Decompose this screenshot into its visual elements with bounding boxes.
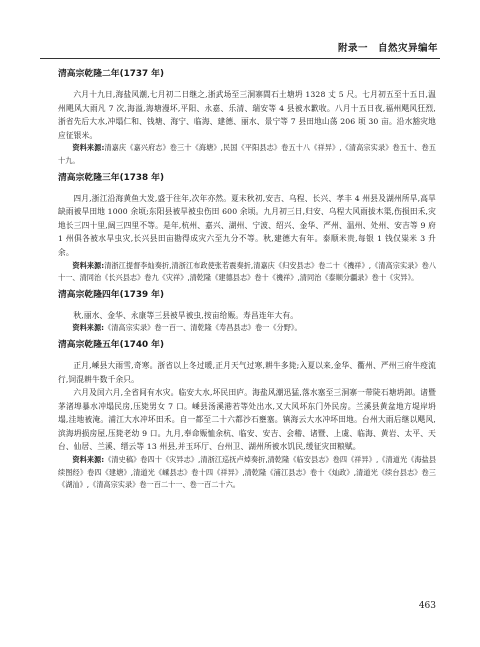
source-label: 资料来源:	[72, 143, 105, 153]
source-label: 资料来源:	[72, 323, 105, 333]
source-note	[58, 260, 436, 285]
running-header: 附录一 自然灾异编年	[337, 43, 438, 54]
section-1738	[58, 172, 436, 285]
page-number: 463	[418, 601, 436, 611]
section-paragraph: 四月,浙江沿海黄鱼大发,盛于往年,次年亦然。夏未秋初,安吉、乌程、长兴、孝丰 4 州县及湖州所旱,高旱缺雨被旱田地 1000 余顷;东阳县被旱被虫伤田 600 余顷。九月初三日,归安、乌程大风雨拔木渠,伤损田禾,灾地长三四十里,阔三四里不等。是年,杭州、嘉兴、湖州、宁波、绍兴、金华、严州、温州、处州、安吉等 9 府 1 州俱各被水旱虫灾,长兴县田亩勘得成灾六至九分不等。秋,建德大有年。泰顺米贵,每银 1 钱仅粜米 3 升余。	[58, 193, 436, 257]
section-1737	[58, 68, 436, 168]
section-title: 清高宗乾隆五年(1740 年)	[58, 339, 164, 350]
section-paragraph: 六月及闰六月,全省间有水灾。临安大水,坏民田庐。海盐风潮迅猛,落水塞至三洞寨一带陡石塘坍卸。诸暨茅渚埠暴水冲塌民房,压毙男女 7 口。嵊县汤溪港若等处出水,又大风坏东门外民房。兰溪县黄盆地方堤岸坍塌,洼地被淹。浦江大水冲坏田禾。自一都至二十六都沙石壅塞。镇海云大水冲坏田地。台州大雨后继以飓风,滨海坍损房屋,压毙老幼 9 口。九月,奉命赈恤余杭、临安、安吉、会稽、诸暨、上虞、临海、黄岩、太平、天台、仙居、兰溪、缙云等 13 州县,并玉环厅、台州卫、湖州所被水饥民,缓征灾田粮赋。	[58, 388, 436, 452]
source-note	[58, 322, 436, 335]
section-1740	[58, 339, 436, 492]
page-content	[58, 64, 436, 607]
section-title: 清高宗乾隆三年(1738 年)	[58, 172, 164, 183]
section-1739	[58, 289, 436, 335]
header-rule	[40, 58, 440, 59]
source-label: 资料来源:	[72, 260, 105, 270]
source-text: 《清史稿》卷四十《灾异志》,清浙江巡抚卢焯奏折,清乾隆《临安县志》卷四《祥异》,《清道光《海盐县续图经》卷四《建塘》,清道光《嵊县志》卷十四《祥异》,清乾隆《浦江县志》卷十《灿政》,清道光《续台县志》卷三《湖汕》,《清高宗实录》卷一百二十一、卷一百二十六。	[58, 455, 437, 490]
source-label: 资料来源:	[72, 455, 105, 465]
section-paragraph: 秋,丽水、金华、永康等三县被旱被虫,按亩给赈。寿昌连年大有。	[73, 310, 299, 320]
source-text: 清嘉庆《嘉兴府志》卷三十《海塘》,民国《平阳县志》卷五十八《祥异》,《清高宗实录》卷五十、卷五十九。	[58, 143, 436, 165]
section-paragraph: 正月,嵊县大雨雪,奇寒。浙省以上冬过暖,正月天气过寒,耕牛多毙;入夏以来,金华、衢州、严州三府牛疫流行,饲混耕牛数千余只。	[58, 360, 436, 384]
section-title: 清高宗乾隆二年(1737 年)	[58, 69, 164, 79]
source-text: 《清高宗实录》卷一百一、清乾隆《寿昌县志》卷一《分野》。	[104, 323, 302, 333]
section-title: 清高宗乾隆四年(1739 年)	[58, 289, 164, 300]
source-note	[58, 142, 436, 167]
section-paragraph: 六月十九日,海盐风潮,七月初二日继之,浙武场至三洞寨間石土塘坍 1328 丈 5 尺。七月初五至十五日,温州飓风大雨凡 7 次,海溢,海塘漫坏,平阳、永嘉、乐清、瑞安等 4 县被水歉收。八月十五日夜,福州飓风狂烈,浙省先后大水,冲塌仁和、钱塘、海宁、临海、建德、丽水、景宁等 7 县田地山荡 206 顷 30 亩。沿水豁灾地应征银米。	[58, 90, 436, 140]
source-note	[58, 454, 436, 492]
source-text: 清浙江提督李灿奏折,清浙江布政使张若震奏折,清嘉庆《归安县志》卷二十《禨祥》,《清高宗实录》卷八十一、清同治《长兴县志》卷九《灾祥》,清乾隆《建德县志》卷十《禨祥》,清同治《泰顺分疆录》卷十《灾异》。	[58, 260, 437, 283]
